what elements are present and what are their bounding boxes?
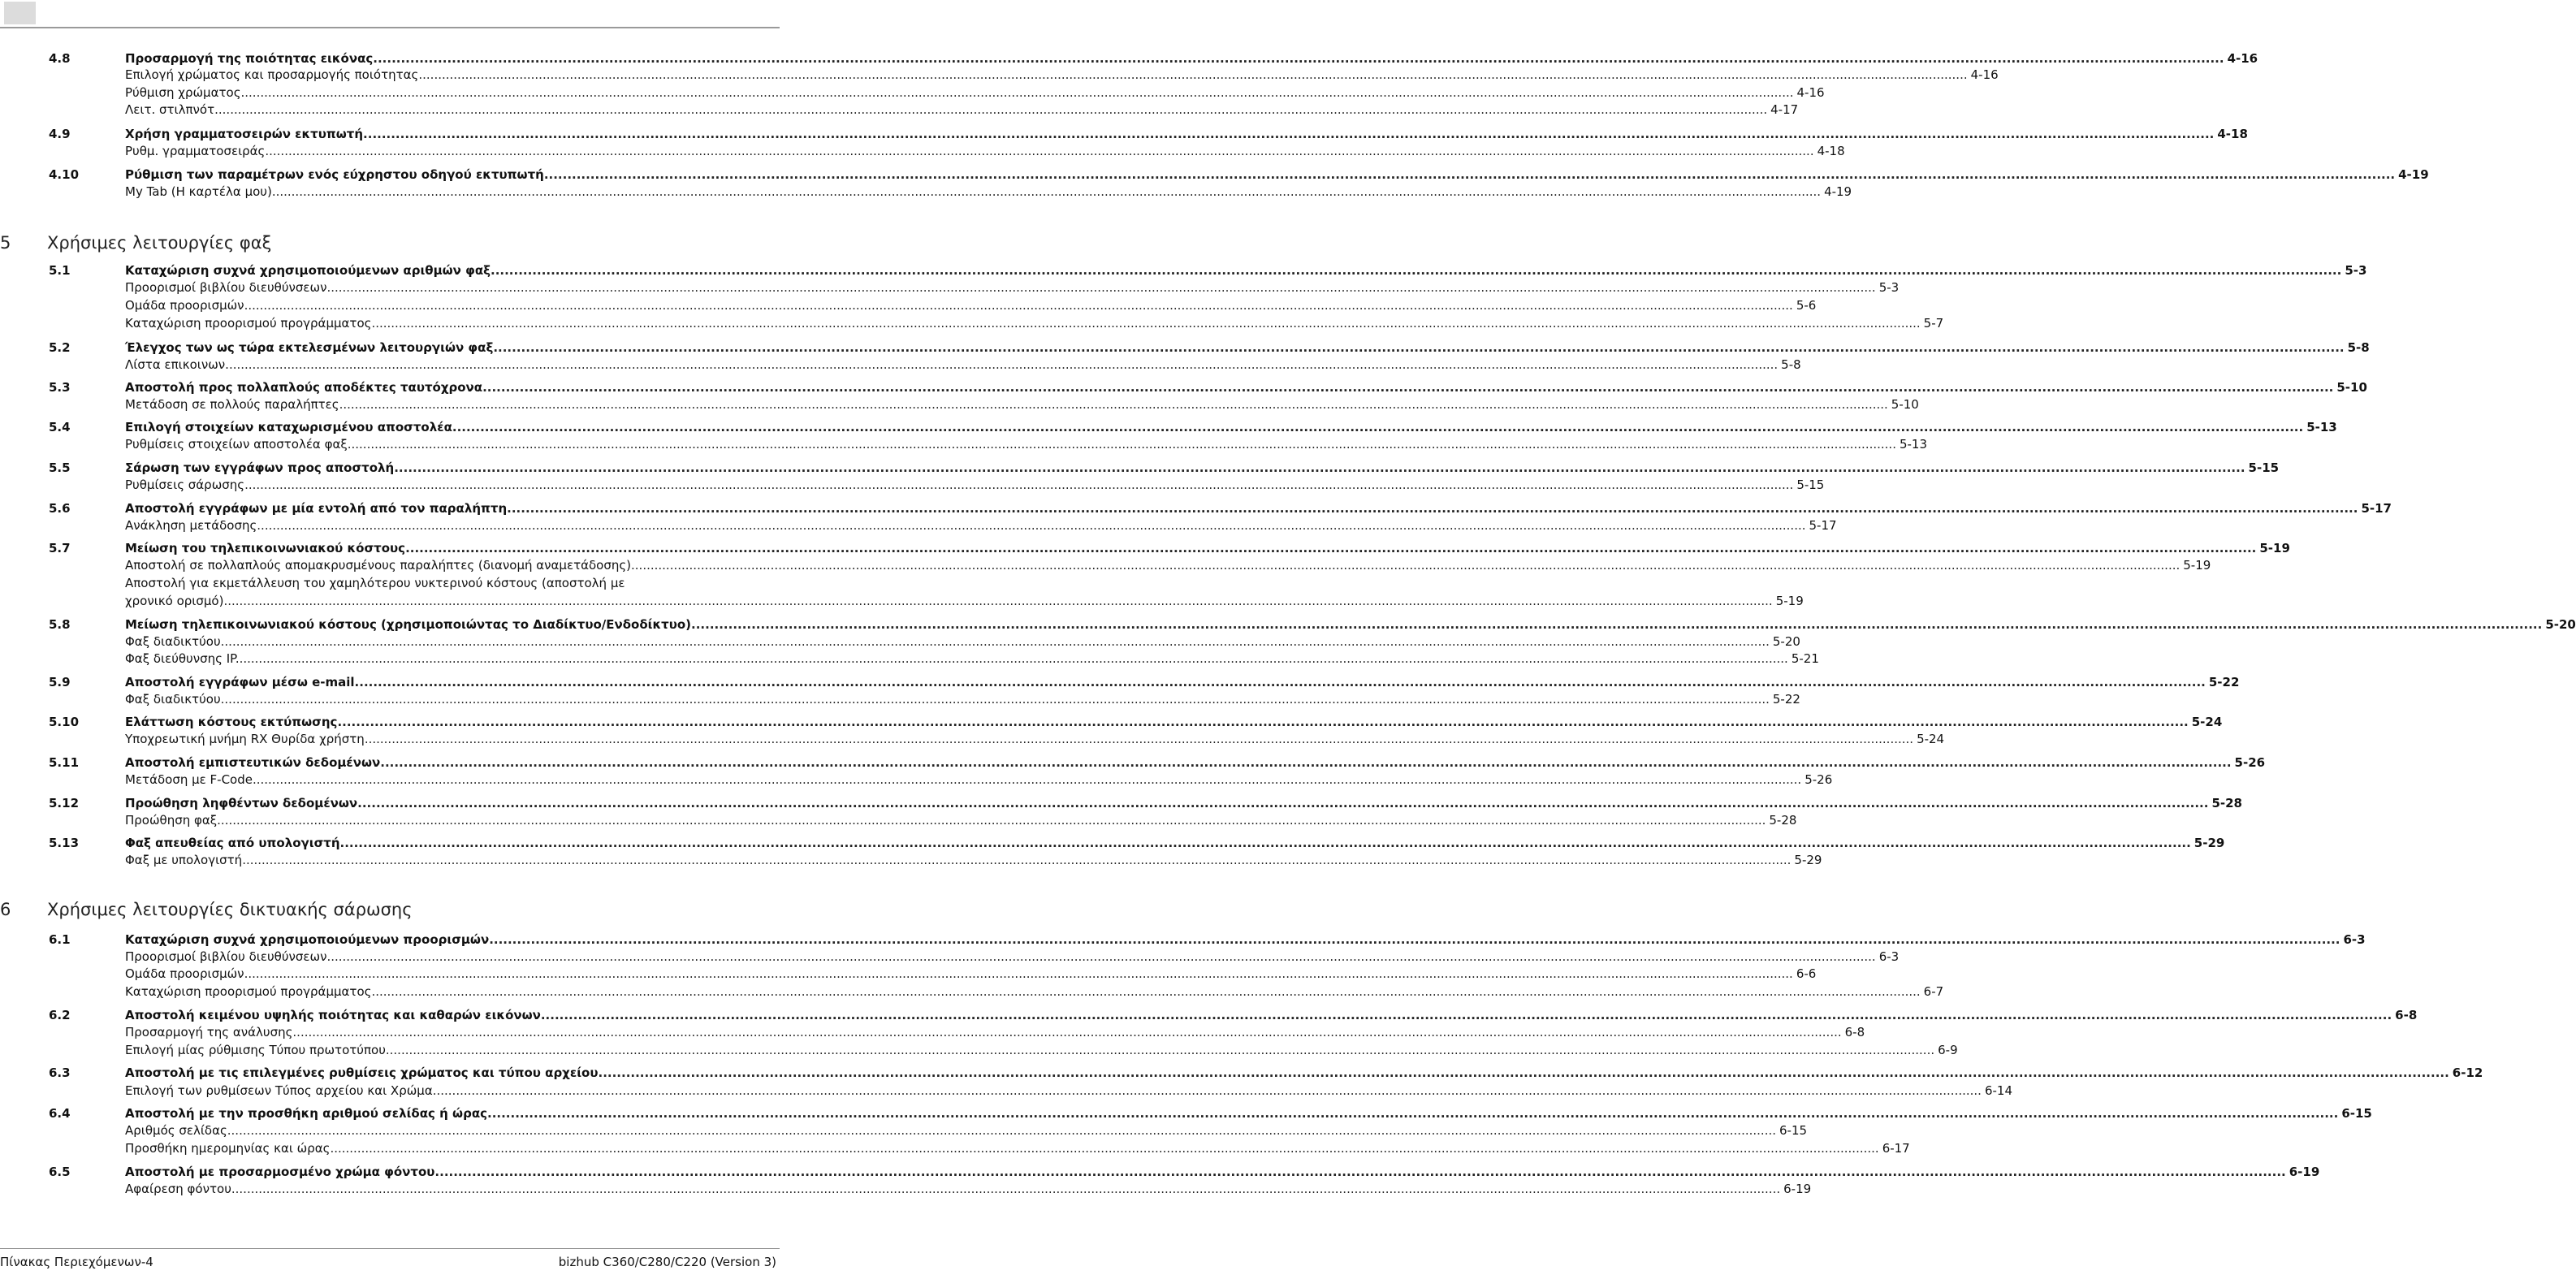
toc-section-number: 6.1: [49, 932, 71, 947]
toc-page-number: 6-3: [1878, 949, 1900, 964]
toc-section-number: 5.4: [49, 420, 71, 434]
toc-dot-leader: ................................................................................................................................................................................................................................................................................................................................................................................................................: [339, 836, 2191, 850]
toc-page-number: 4-18: [2217, 127, 2248, 141]
toc-dot-leader: ................................................................................................................................................................................................................................................................................................................................................................................................................: [244, 298, 1793, 313]
toc-page-number: 5-3: [1878, 280, 1900, 295]
toc-entry-title: Ρύθμιση χρώματος.: [125, 85, 245, 100]
toc-dot-leader: ................................................................................................................................................................................................................................................................................................................................................................................................................: [371, 984, 1921, 999]
toc-page-number: 6-15: [1779, 1123, 1808, 1138]
toc-section-number: 6.3: [49, 1065, 71, 1080]
toc-page-number: 6-19: [2289, 1165, 2320, 1179]
toc-page-number: 5-28: [2211, 796, 2242, 810]
toc-entry-title: Ρυθμ. γραμματοσειράς: [125, 144, 266, 158]
toc-section-number: 5.5: [49, 460, 71, 475]
toc-section-number: 5.6: [49, 501, 71, 516]
toc-dot-leader: ................................................................................................................................................................................................................................................................................................................................................................................................................: [489, 932, 2340, 947]
toc-entry-title: Αποστολή εγγράφων μέσω e-mail: [125, 675, 355, 689]
toc-dot-leader: ................................................................................................................................................................................................................................................................................................................................................................................................................: [491, 263, 2342, 278]
toc-subsection-entry[interactable]: [49, 771, 1833, 788]
toc-dot-leader: ................................................................................................................................................................................................................................................................................................................................................................................................................: [231, 1182, 1781, 1196]
toc-dot-leader: ................................................................................................................................................................................................................................................................................................................................................................................................................: [373, 51, 2224, 66]
toc-dot-leader: ................................................................................................................................................................................................................................................................................................................................................................................................................: [598, 1065, 2449, 1080]
toc-page-number: 5-15: [1796, 478, 1825, 492]
toc-entry-title: My Tab (Η καρτέλα μου): [125, 184, 272, 199]
toc-dot-leader: ................................................................................................................................................................................................................................................................................................................................................................................................................: [385, 1043, 1935, 1057]
toc-dot-leader: ................................................................................................................................................................................................................................................................................................................................................................................................................: [631, 558, 2181, 573]
toc-entry-title: Αποστολή κειμένου υψηλής ποιότητας και καθαρών εικόνων: [125, 1008, 541, 1022]
toc-entry-title: Ρύθμιση των παραμέτρων ενός εύχρηστου οδηγού εκτυπωτή: [125, 167, 544, 182]
toc-page-number: 5-13: [1899, 437, 1928, 452]
toc-dot-leader: ................................................................................................................................................................................................................................................................................................................................................................................................................: [220, 634, 1770, 649]
toc-entry-title: Μετάδοση σε πολλούς παραλήπτες: [125, 397, 339, 412]
toc-page-number: 5-19: [2259, 541, 2290, 555]
toc-entry-title: Αφαίρεση φόντου: [125, 1182, 231, 1196]
toc-entry-title: Σάρωση των εγγράφων προς αποστολή: [125, 460, 395, 475]
toc-entry-title-continued: χρονικό ορισμό): [125, 594, 224, 608]
toc-page-number: 6-8: [1844, 1025, 1865, 1039]
toc-subsection-entry[interactable]: [49, 517, 1837, 534]
toc-page-number: 4-19: [1824, 184, 1852, 199]
toc-entry-title: Προσαρμογή της ποιότητας εικόνας: [125, 51, 374, 66]
toc-entry-title: Καταχώριση προορισμού προγράμματος: [125, 316, 372, 331]
toc-entry-title: Αποστολή σε πολλαπλούς απομακρυσμένους παραλήπτες (διανομή αναμετάδοσης): [125, 558, 632, 573]
toc-entry-title: Προορισμοί βιβλίου διευθύνσεων: [125, 949, 327, 964]
chapter-title: Χρήσιμες λειτουργίες φαξ: [47, 233, 272, 253]
toc-page-number: 4-17: [1770, 102, 1799, 117]
toc-section-number: 5.7: [49, 541, 71, 555]
toc-page-number: 5-26: [2234, 755, 2266, 770]
toc-entry-title: Αποστολή με την προσθήκη αριθμού σελίδας ή ώρας: [125, 1106, 488, 1121]
toc-section-entry[interactable]: [49, 1164, 2320, 1180]
toc-subsection-entry[interactable]: [49, 812, 1797, 828]
toc-section-number: 5.8: [49, 617, 71, 632]
toc-dot-leader: ................................................................................................................................................................................................................................................................................................................................................................................................................: [354, 675, 2206, 689]
toc-page-number: 6-15: [2341, 1106, 2372, 1121]
toc-dot-leader: ................................................................................................................................................................................................................................................................................................................................................................................................................: [337, 715, 2189, 729]
footer-product-label: bizhub C360/C280/C220 (Version 3): [558, 1255, 776, 1269]
toc-subsection-entry[interactable]: [49, 731, 1945, 747]
toc-page-number: 5-10: [2336, 380, 2367, 395]
toc-page-number: 4-16: [1970, 67, 1999, 82]
toc-entry-title: Αποστολή εγγράφων με μία εντολή από τον παραλήπτη: [125, 501, 508, 516]
toc-entry-title: Προώθηση φαξ: [125, 813, 218, 828]
toc-subsection-entry[interactable]: [49, 84, 1825, 101]
toc-subsection-entry[interactable]: [49, 633, 1800, 650]
toc-section-number: 4.9: [49, 127, 71, 141]
toc-section-entry[interactable]: [49, 931, 2366, 948]
toc-entry-title: Μείωση τηλεπικοινωνιακού κόστους (χρησιμοποιώντας το Διαδίκτυο/Ενδοδίκτυο): [125, 617, 692, 632]
toc-entry-title: Φαξ διαδικτύου: [125, 692, 221, 707]
toc-page-number: 6-7: [1923, 984, 1944, 999]
toc-section-entry[interactable]: [49, 674, 2240, 690]
toc-page-number: 4-18: [1817, 144, 1845, 158]
toc-subsection-entry[interactable]: [49, 1083, 2012, 1099]
toc-entry-title: Αποστολή εμπιστευτικών δεδομένων: [125, 755, 381, 770]
toc-dot-leader: ................................................................................................................................................................................................................................................................................................................................................................................................................: [244, 478, 1794, 492]
toc-subsection-entry[interactable]: [49, 315, 1944, 331]
toc-dot-leader: ................................................................................................................................................................................................................................................................................................................................................................................................................: [217, 813, 1766, 828]
toc-page-number: 6-3: [2343, 932, 2366, 947]
toc-entry-title: Καταχώριση συχνά χρησιμοποιούμενων προορισμών: [125, 932, 490, 947]
toc-dot-leader: ................................................................................................................................................................................................................................................................................................................................................................................................................: [380, 755, 2232, 770]
toc-entry-title: Ανάκληση μετάδοσης: [125, 518, 257, 533]
toc-section-entry[interactable]: [49, 262, 2367, 279]
toc-entry-title: Αποστολή για εκμετάλλευση του χαμηλότερου νυκτερινού κόστους (αποστολή με: [125, 576, 625, 590]
toc-section-number: 5.12: [49, 796, 80, 810]
toc-page-number: 5-20: [2545, 617, 2576, 632]
toc-page-number: 5-3: [2345, 263, 2367, 278]
chapter-title: Χρήσιμες λειτουργίες δικτυακής σάρωσης: [47, 900, 413, 919]
toc-subsection-entry[interactable]: [49, 297, 1817, 313]
toc-dot-leader: ................................................................................................................................................................................................................................................................................................................................................................................................................: [364, 732, 1914, 746]
toc-dot-leader: ................................................................................................................................................................................................................................................................................................................................................................................................................: [540, 1008, 2392, 1022]
toc-page-number: 6-14: [1984, 1083, 2012, 1098]
toc-page-number: 5-29: [1794, 853, 1822, 867]
toc-page-number: 6-8: [2395, 1008, 2418, 1022]
toc-page-number: 6-17: [1882, 1141, 1910, 1156]
toc-dot-leader: ................................................................................................................................................................................................................................................................................................................................................................................................................: [434, 1165, 2286, 1179]
toc-dot-leader: ................................................................................................................................................................................................................................................................................................................................................................................................................: [543, 167, 2396, 182]
toc-subsection-entry[interactable]: [49, 279, 1900, 296]
toc-page-number: 5-10: [1891, 397, 1919, 412]
toc-page-number: 6-9: [1938, 1043, 1958, 1057]
toc-section-entry[interactable]: [49, 754, 2266, 771]
toc-section-entry[interactable]: [49, 166, 2429, 183]
toc-entry-title: Αποστολή με προσαρμοσμένο χρώμα φόντου: [125, 1165, 435, 1179]
toc-entry-title: Έλεγχος των ως τώρα εκτελεσμένων λειτουργιών φαξ: [125, 340, 494, 355]
toc-page-number: 6-6: [1796, 966, 1817, 981]
toc-subsection-entry[interactable]: [49, 574, 1804, 610]
toc-entry-title: Προσαρμογή της ανάλυσης: [125, 1025, 293, 1039]
toc-subsection-entry[interactable]: [49, 691, 1800, 707]
toc-dot-leader: ................................................................................................................................................................................................................................................................................................................................................................................................................: [223, 594, 1773, 608]
toc-entry-title: Αριθμός σελίδας: [125, 1123, 227, 1138]
toc-dot-leader: ................................................................................................................................................................................................................................................................................................................................................................................................................: [357, 796, 2209, 810]
toc-section-number: 6.5: [49, 1165, 71, 1179]
toc-dot-leader: ................................................................................................................................................................................................................................................................................................................................................................................................................: [452, 420, 2304, 434]
header-rule: [0, 27, 780, 28]
toc-subsection-entry[interactable]: [49, 1122, 1808, 1139]
toc-page-number: 5-22: [1772, 692, 1800, 707]
toc-section-entry[interactable]: [49, 714, 2223, 730]
toc-dot-leader: ................................................................................................................................................................................................................................................................................................................................................................................................................: [418, 67, 1968, 82]
toc-dot-leader: ................................................................................................................................................................................................................................................................................................................................................................................................................: [507, 501, 2358, 516]
toc-entry-title: Ρυθμίσεις σάρωσης: [125, 478, 245, 492]
toc-entry-title: Επιλογή των ρυθμίσεων Τύπος αρχείου και Χρώμα: [125, 1083, 433, 1098]
toc-dot-leader: ................................................................................................................................................................................................................................................................................................................................................................................................................: [218, 102, 1768, 117]
toc-dot-leader: ................................................................................................................................................................................................................................................................................................................................................................................................................: [227, 1123, 1776, 1138]
toc-page-number: 5-7: [1923, 316, 1944, 331]
toc-subsection-entry[interactable]: [49, 852, 1822, 868]
toc-dot-leader: ................................................................................................................................................................................................................................................................................................................................................................................................................: [239, 651, 1788, 666]
toc-section-entry[interactable]: [49, 1105, 2372, 1122]
toc-section-number: 4.10: [49, 167, 80, 182]
toc-page-number: 5-29: [2193, 836, 2225, 850]
toc-entry-title: Λειτ. στιλπνότ.: [125, 102, 218, 117]
toc-page-number: 5-21: [1791, 651, 1819, 666]
toc-entry-title: Προώθηση ληφθέντων δεδομένων: [125, 796, 358, 810]
toc-page-number: 5-8: [1781, 357, 1801, 372]
toc-entry-title: Αποστολή με τις επιλεγμένες ρυθμίσεις χρώματος και τύπου αρχείου: [125, 1065, 599, 1080]
toc-subsection-entry[interactable]: [49, 102, 1799, 118]
toc-entry-title: Επιλογή χρώματος και προσαρμογής ποιότητας: [125, 67, 419, 82]
toc-entry-title: Φαξ διαδικτύου: [125, 634, 221, 649]
toc-dot-leader: ................................................................................................................................................................................................................................................................................................................................................................................................................: [326, 949, 1876, 964]
toc-dot-leader: ................................................................................................................................................................................................................................................................................................................................................................................................................: [252, 772, 1802, 787]
toc-subsection-entry[interactable]: [49, 143, 1845, 159]
footer-rule: [0, 1248, 780, 1249]
toc-page-number: 5-17: [1809, 518, 1837, 533]
toc-section-entry[interactable]: [49, 1007, 2418, 1023]
toc-entry-title: Ρυθμίσεις στοιχείων αποστολέα φαξ: [125, 437, 348, 452]
toc-subsection-entry[interactable]: [49, 650, 1819, 667]
toc-section-entry[interactable]: [49, 379, 2367, 395]
toc-subsection-entry[interactable]: [49, 557, 2211, 573]
toc-dot-leader: ................................................................................................................................................................................................................................................................................................................................................................................................................: [493, 340, 2345, 355]
toc-page-number: 6-12: [2452, 1065, 2483, 1080]
toc-section-entry[interactable]: [49, 540, 2290, 556]
toc-entry-title: Προορισμοί βιβλίου διευθύνσεων: [125, 280, 327, 295]
toc-subsection-entry[interactable]: [49, 949, 1900, 965]
toc-subsection-entry[interactable]: [49, 477, 1825, 493]
toc-page-number: 5-19: [2183, 558, 2211, 573]
toc-section-number: 5.1: [49, 263, 71, 278]
toc-entry-title: Ελάττωση κόστους εκτύπωσης: [125, 715, 338, 729]
toc-subsection-entry[interactable]: [49, 67, 1999, 83]
toc-dot-leader: ................................................................................................................................................................................................................................................................................................................................................................................................................: [487, 1106, 2339, 1121]
toc-page-number: 5-17: [2361, 501, 2392, 516]
toc-entry-title: Μετάδοση με F-Code: [125, 772, 253, 787]
toc-page-number: 5-6: [1796, 298, 1817, 313]
toc-dot-leader: ................................................................................................................................................................................................................................................................................................................................................................................................................: [244, 85, 1794, 100]
toc-dot-leader: ................................................................................................................................................................................................................................................................................................................................................................................................................: [405, 541, 2257, 555]
toc-section-number: 5.10: [49, 715, 80, 729]
toc-dot-leader: ................................................................................................................................................................................................................................................................................................................................................................................................................: [330, 1141, 1879, 1156]
toc-section-entry[interactable]: [49, 460, 2280, 476]
toc-dot-leader: ................................................................................................................................................................................................................................................................................................................................................................................................................: [347, 437, 1896, 452]
toc-page-number: 4-16: [1796, 85, 1825, 100]
toc-entry-title: Επιλογή μίας ρύθμισης Τύπου πρωτοτύπου: [125, 1043, 386, 1057]
toc-subsection-entry[interactable]: [49, 1181, 1812, 1197]
toc-page-number: 5-19: [1775, 594, 1804, 608]
toc-subsection-entry[interactable]: [49, 983, 1944, 1000]
toc-page-number: 5-26: [1804, 772, 1833, 787]
toc-page-number: 4-16: [2227, 51, 2258, 66]
toc-dot-leader: ................................................................................................................................................................................................................................................................................................................................................................................................................: [242, 853, 1792, 867]
toc-section-number: 5.2: [49, 340, 71, 355]
toc-entry-title: Ομάδα προορισμών: [125, 298, 244, 313]
toc-entry-title: Φαξ διεύθυνσης IP.: [125, 651, 240, 666]
toc-dot-leader: ................................................................................................................................................................................................................................................................................................................................................................................................................: [292, 1025, 1842, 1039]
toc-entry-title: Φαξ απευθείας από υπολογιστή: [125, 836, 340, 850]
chapter-number: 6: [0, 900, 11, 919]
toc-page-number: 5-22: [2208, 675, 2240, 689]
toc-section-entry[interactable]: [49, 795, 2242, 811]
toc-page-number: 6-19: [1783, 1182, 1812, 1196]
toc-dot-leader: ................................................................................................................................................................................................................................................................................................................................................................................................................: [371, 316, 1921, 331]
footer-page-label: Πίνακας Περιεχόμενων-4: [0, 1255, 153, 1269]
toc-dot-leader: ................................................................................................................................................................................................................................................................................................................................................................................................................: [220, 692, 1770, 707]
toc-section-number: 5.13: [49, 836, 80, 850]
toc-dot-leader: ................................................................................................................................................................................................................................................................................................................................................................................................................: [265, 144, 1814, 158]
toc-page-number: 5-20: [1772, 634, 1800, 649]
toc-section-number: 5.11: [49, 755, 80, 770]
toc-entry-title: Ομάδα προορισμών: [125, 966, 244, 981]
toc-dot-leader: ................................................................................................................................................................................................................................................................................................................................................................................................................: [244, 966, 1793, 981]
toc-section-entry[interactable]: [49, 616, 2576, 633]
toc-dot-leader: ................................................................................................................................................................................................................................................................................................................................................................................................................: [257, 518, 1806, 533]
toc-section-entry[interactable]: [49, 126, 2248, 142]
toc-page-number: 5-15: [2248, 460, 2280, 475]
toc-entry-title: Προσθήκη ημερομηνίας και ώρας: [125, 1141, 331, 1156]
toc-entry-title: Καταχώριση προορισμού προγράμματος: [125, 984, 372, 999]
toc-dot-leader: ................................................................................................................................................................................................................................................................................................................................................................................................................: [326, 280, 1876, 295]
toc-entry-title: Χρήση γραμματοσειρών εκτυπωτή: [125, 127, 364, 141]
toc-section-entry[interactable]: [49, 1065, 2483, 1081]
toc-section-entry[interactable]: [49, 339, 2370, 356]
toc-entry-title: Καταχώριση συχνά χρησιμοποιούμενων αριθμών φαξ: [125, 263, 491, 278]
toc-section-number: 6.4: [49, 1106, 71, 1121]
toc-page-number: 5-8: [2347, 340, 2370, 355]
toc-entry-title: Λίστα επικοινων.: [125, 357, 229, 372]
chapter-number: 5: [0, 233, 11, 253]
toc-subsection-entry[interactable]: [49, 1024, 1865, 1040]
toc-subsection-entry[interactable]: [49, 436, 1928, 452]
toc-entry-title: Μείωση του τηλεπικοινωνιακού κόστους: [125, 541, 406, 555]
toc-page-number: 5-24: [1917, 732, 1945, 746]
toc-entry-title: Υποχρεωτική μνήμη RX Θυρίδα χρήστη: [125, 732, 365, 746]
toc-subsection-entry[interactable]: [49, 966, 1817, 982]
toc-subsection-entry[interactable]: [49, 1042, 1958, 1058]
toc-dot-leader: ................................................................................................................................................................................................................................................................................................................................................................................................................: [394, 460, 2245, 475]
toc-page-number: 5-28: [1769, 813, 1797, 828]
toc-dot-leader: ................................................................................................................................................................................................................................................................................................................................................................................................................: [228, 357, 1779, 372]
toc-section-entry[interactable]: [49, 50, 2258, 67]
toc-dot-leader: ................................................................................................................................................................................................................................................................................................................................................................................................................: [339, 397, 1888, 412]
toc-page-number: 5-24: [2191, 715, 2223, 729]
toc-dot-leader: ................................................................................................................................................................................................................................................................................................................................................................................................................: [691, 617, 2543, 632]
toc-section-number: 5.3: [49, 380, 71, 395]
header-tab-marker: [4, 2, 36, 24]
toc-entry-title: Επιλογή στοιχείων καταχωρισμένου αποστολέα: [125, 420, 452, 434]
toc-section-number: 6.2: [49, 1008, 71, 1022]
toc-entry-title: Φαξ με υπολογιστή: [125, 853, 243, 867]
toc-dot-leader: ................................................................................................................................................................................................................................................................................................................................................................................................................: [432, 1083, 1982, 1098]
toc-dot-leader: ................................................................................................................................................................................................................................................................................................................................................................................................................: [482, 380, 2334, 395]
toc-dot-leader: ................................................................................................................................................................................................................................................................................................................................................................................................................: [363, 127, 2215, 141]
toc-section-entry[interactable]: [49, 500, 2392, 516]
toc-subsection-entry[interactable]: [49, 357, 1801, 373]
toc-dot-leader: ................................................................................................................................................................................................................................................................................................................................................................................................................: [271, 184, 1822, 199]
toc-page-number: 4-19: [2398, 167, 2429, 182]
toc-page-number: 5-13: [2306, 420, 2337, 434]
toc-section-entry[interactable]: [49, 419, 2337, 435]
toc-entry-title: Αποστολή προς πολλαπλούς αποδέκτες ταυτόχρονα: [125, 380, 483, 395]
toc-subsection-entry[interactable]: [49, 396, 1919, 413]
toc-section-number: 5.9: [49, 675, 71, 689]
toc-section-entry[interactable]: [49, 835, 2225, 851]
toc-subsection-entry[interactable]: [49, 184, 1852, 200]
toc-section-number: 4.8: [49, 51, 71, 66]
toc-subsection-entry[interactable]: [49, 1140, 1910, 1156]
